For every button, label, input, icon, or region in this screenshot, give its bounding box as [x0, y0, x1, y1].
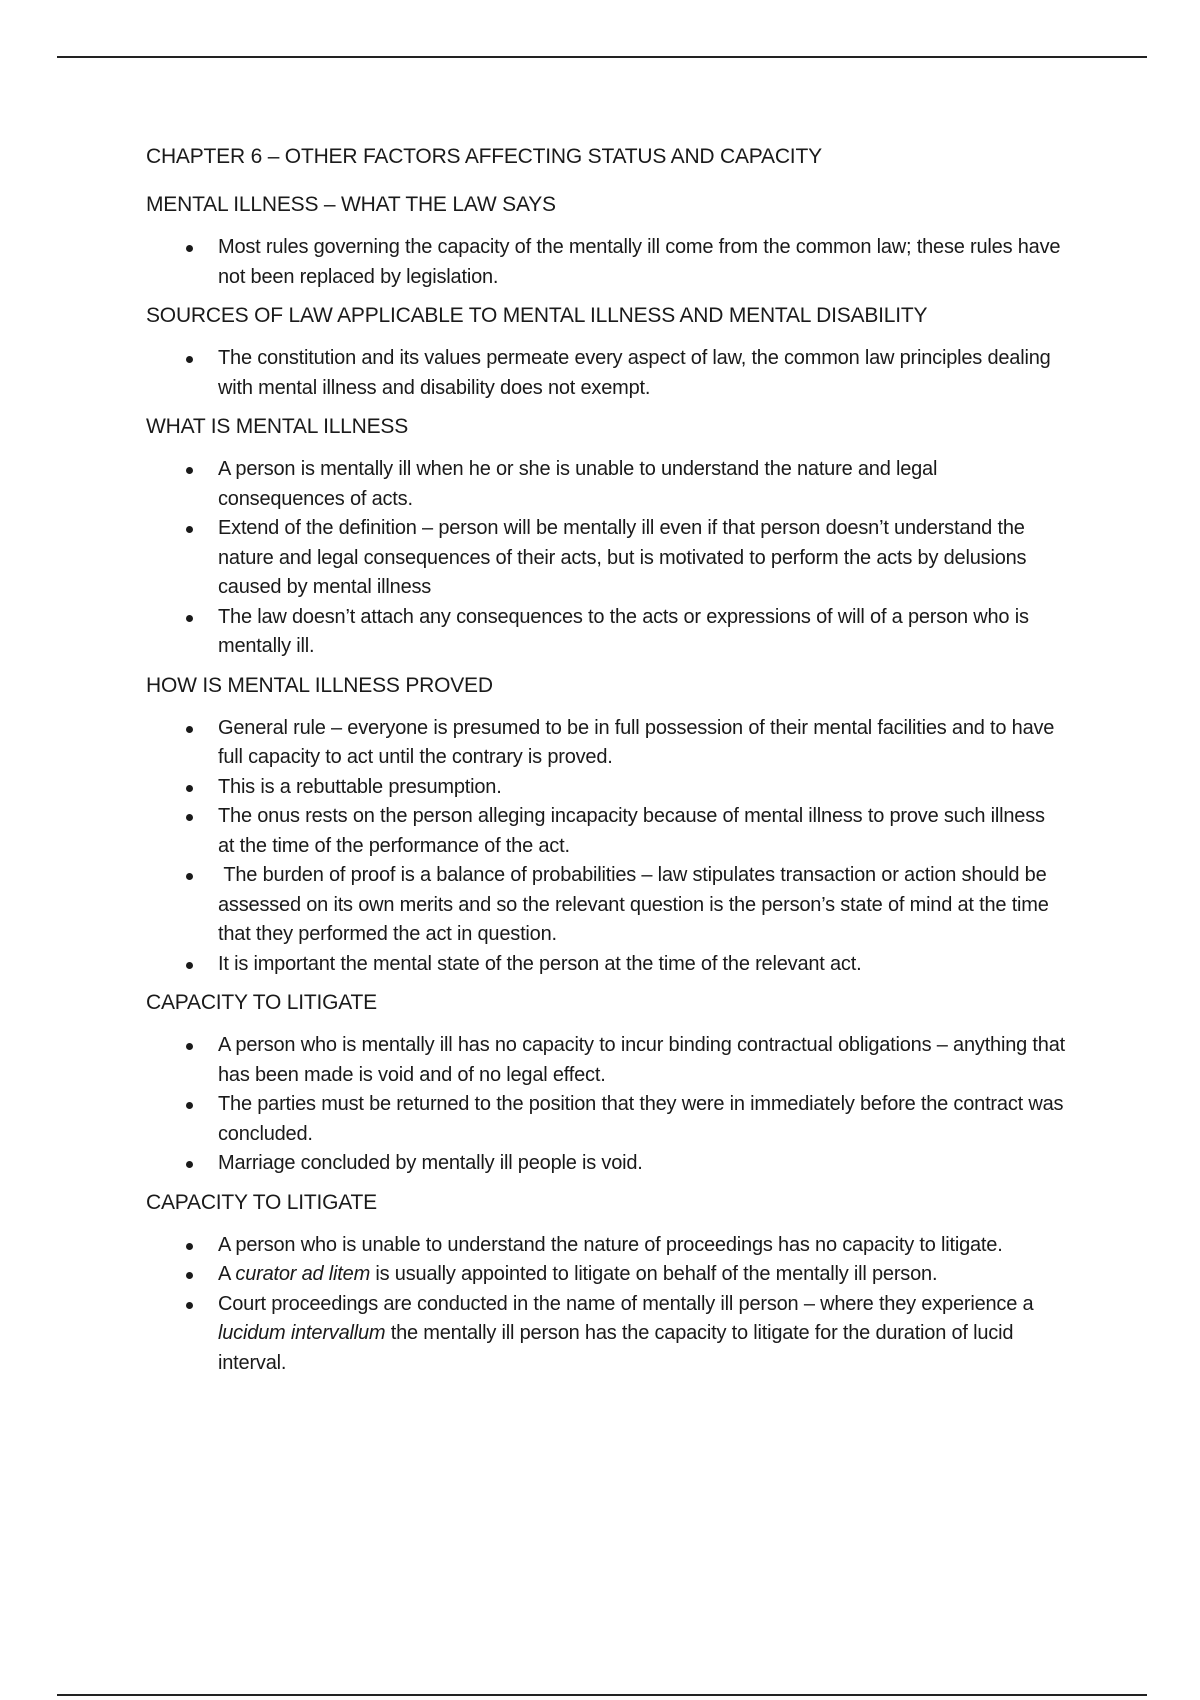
- list-item: [146, 514, 1066, 603]
- section-heading: MENTAL ILLNESS – WHAT THE LAW SAYS: [146, 193, 556, 216]
- section-capacity-to-litigate-contracts: [146, 989, 1066, 1179]
- list-item-text: [218, 1234, 1003, 1256]
- list-item-text: The law doesn’t attach any consequences to the acts or expressions of will of a person who is mentally ill.: [218, 605, 1029, 657]
- text-run: A person who is unable to understand the nature of proceedings has no capacity to litigate.: [218, 1233, 1003, 1256]
- bullet-list: [146, 233, 1066, 292]
- header-rule: [57, 56, 1147, 58]
- list-item-text: It is important the mental state of the person at the time of the relevant act.: [218, 952, 862, 975]
- bullet-icon: [186, 814, 193, 821]
- list-item-text: Marriage concluded by mentally ill people is void.: [218, 1152, 643, 1174]
- list-item: [146, 233, 1066, 292]
- bullet-icon: [186, 615, 193, 622]
- bullet-icon: [186, 1243, 193, 1250]
- list-item-text: General rule – everyone is presumed to be in full possession of their mental facilities and to have full capacity to act until the contrary is proved.: [218, 716, 1055, 768]
- section-sources-of-law: [146, 302, 1066, 403]
- list-item: [146, 1231, 1066, 1261]
- latin-term: curator ad litem: [235, 1263, 371, 1285]
- section-heading: WHAT IS MENTAL ILLNESS: [146, 415, 409, 438]
- bullet-icon: [186, 1043, 193, 1050]
- bullet-icon: [186, 1302, 193, 1309]
- section-heading: CAPACITY TO LITIGATE: [146, 1190, 377, 1214]
- document-body: [146, 143, 1066, 1388]
- list-item-text: A person is mentally ill when he or she is unable to understand the nature and legal consequences of acts.: [218, 458, 938, 510]
- bullet-list: [146, 344, 1066, 403]
- list-item: [146, 861, 1066, 950]
- list-item: [146, 1260, 1066, 1290]
- section-capacity-to-litigate-proceedings: [146, 1189, 1066, 1379]
- list-item-text: [218, 1293, 1033, 1374]
- list-item-text: Extend of the definition – person will be mentally ill even if that person doesn’t understand the nature and legal consequences of their acts, but is motivated to perform the acts by delusions caused by mental illness: [218, 517, 1027, 598]
- text-run: Court proceedings are conducted in the name of mentally ill person – where they experience a: [218, 1292, 1034, 1315]
- bullet-list: [146, 1231, 1066, 1379]
- bullet-list: [146, 714, 1066, 980]
- list-item: [146, 1149, 1066, 1179]
- text-run: is usually appointed to litigate on behalf of the mentally ill person.: [370, 1263, 938, 1285]
- footer-rule: [57, 1694, 1147, 1696]
- list-item: [146, 773, 1066, 803]
- bullet-icon: [186, 526, 193, 533]
- latin-term: lucidum intervallum: [218, 1322, 386, 1344]
- section-heading: SOURCES OF LAW APPLICABLE TO MENTAL ILLNESS AND MENTAL DISABILITY: [146, 304, 928, 327]
- bullet-icon: [186, 245, 193, 252]
- section-heading: CAPACITY TO LITIGATE: [146, 991, 377, 1014]
- chapter-title: CHAPTER 6 – OTHER FACTORS AFFECTING STATUS AND CAPACITY: [146, 145, 822, 168]
- section-mental-illness-law: [146, 191, 1066, 292]
- bullet-icon: [186, 726, 193, 733]
- bullet-icon: [186, 1102, 193, 1109]
- bullet-icon: [186, 1161, 193, 1168]
- list-item-text: A person who is mentally ill has no capacity to incur binding contractual obligations – anything that has been made is void and of no legal effect.: [218, 1034, 1065, 1086]
- bullet-list: [146, 1031, 1066, 1179]
- list-item-text: The burden of proof is a balance of probabilities – law stipulates transaction or action should be assessed on its own merits and so the relevant question is the person’s state of mind at the time that they performed the act in question.: [218, 864, 1055, 945]
- bullet-icon: [186, 467, 193, 474]
- section-heading: HOW IS MENTAL ILLNESS PROVED: [146, 673, 493, 697]
- list-item: [146, 344, 1066, 403]
- list-item-text: The parties must be returned to the position that they were in immediately before the contract was concluded.: [218, 1093, 1064, 1145]
- list-item: [146, 1090, 1066, 1149]
- bullet-icon: [186, 962, 193, 969]
- list-item-text: This is a rebuttable presumption.: [218, 775, 502, 798]
- list-item: [146, 1290, 1066, 1379]
- section-what-is-mental-illness: [146, 413, 1066, 662]
- list-item: [146, 1031, 1066, 1090]
- list-item: [146, 950, 1066, 980]
- bullet-list: [146, 455, 1066, 662]
- text-run: the mentally ill person has the capacity to litigate for the duration of lucid interval.: [218, 1322, 1014, 1374]
- bullet-icon: [186, 1272, 193, 1279]
- bullet-icon: [186, 785, 193, 792]
- list-item: [146, 714, 1066, 773]
- text-run: A: [218, 1263, 236, 1285]
- section-how-proved: [146, 672, 1066, 980]
- list-item-text: [218, 1263, 937, 1285]
- list-item-text: The constitution and its values permeate every aspect of law, the common law principles dealing with mental illness and disability does not exempt.: [218, 347, 1051, 399]
- bullet-icon: [186, 356, 193, 363]
- bullet-icon: [186, 873, 193, 880]
- list-item-text: Most rules governing the capacity of the mentally ill come from the common law; these rules have not been replaced by legislation.: [218, 236, 1061, 288]
- list-item: [146, 455, 1066, 514]
- list-item: [146, 603, 1066, 662]
- list-item-text: The onus rests on the person alleging incapacity because of mental illness to prove such illness at the time of the performance of the act.: [218, 805, 1045, 857]
- list-item: [146, 802, 1066, 861]
